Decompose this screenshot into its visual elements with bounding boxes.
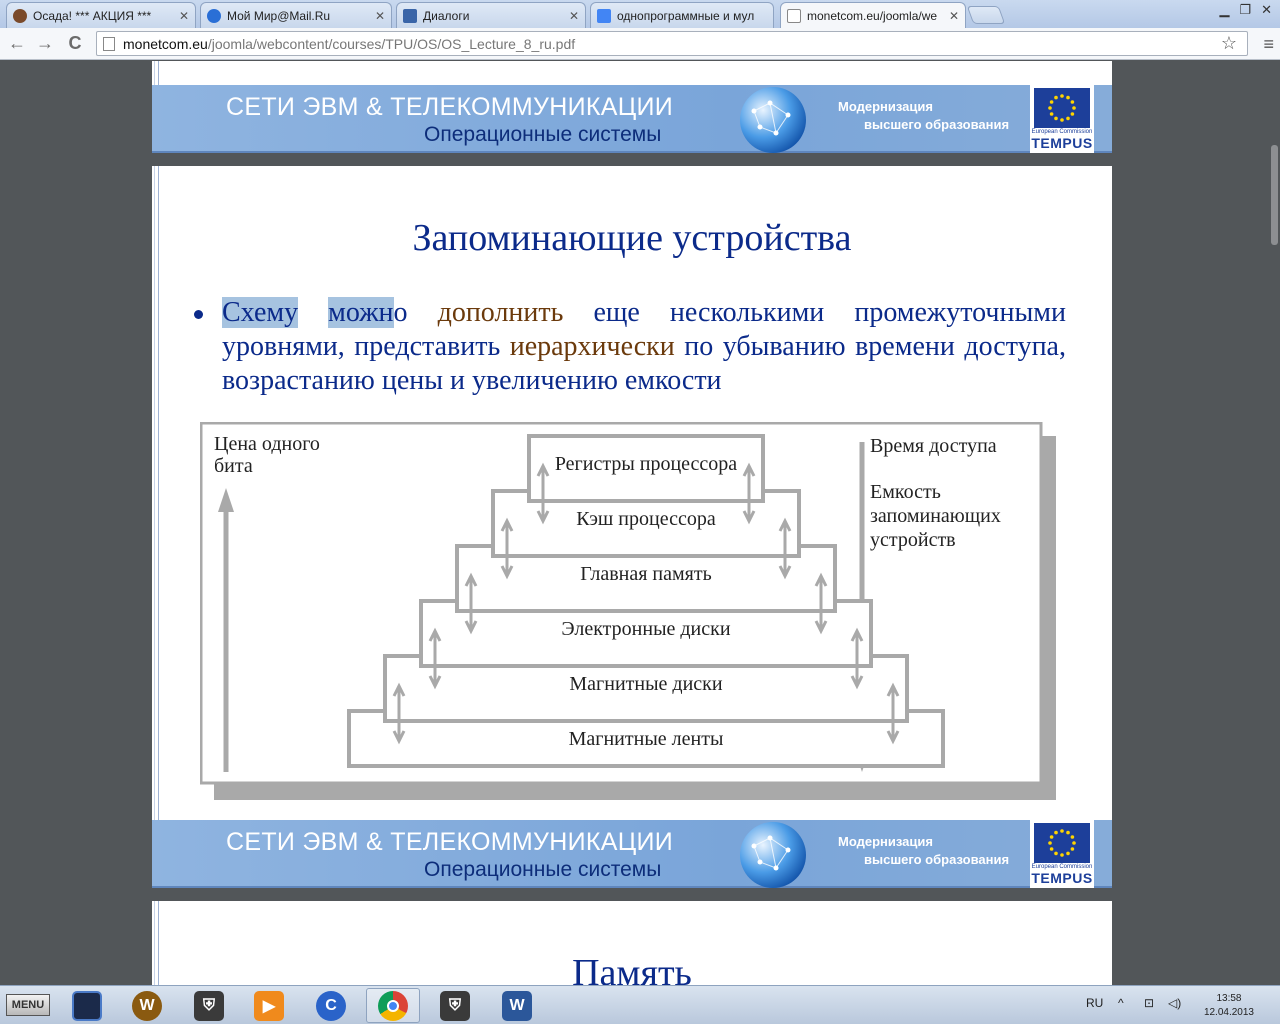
access-time-label: Время доступа <box>870 435 997 457</box>
european-commission-label: European Commission <box>1031 864 1093 870</box>
restore-icon[interactable]: ❐ <box>1239 2 1252 17</box>
slide-bullet <box>194 296 1066 398</box>
tempus-logo <box>1030 85 1094 153</box>
monitor-icon <box>72 991 102 1021</box>
pdf-page-prev <box>152 61 1112 153</box>
taskbar-app-chrome[interactable] <box>366 988 420 1023</box>
price-label-line1: Цена одного <box>214 433 320 455</box>
tab-google-search[interactable] <box>590 2 774 28</box>
tempus-logo <box>1030 820 1094 888</box>
tab-monetcom[interactable] <box>780 2 966 29</box>
hierarchy-level-label: Регистры процессора <box>554 453 738 475</box>
browser-toolbar <box>0 28 1280 60</box>
start-menu-button[interactable]: MENU <box>6 994 50 1016</box>
address-bar[interactable] <box>96 31 1248 56</box>
banner-modern-line1: Модернизация <box>838 99 933 114</box>
emphasis-word: дополнить <box>437 297 564 328</box>
bookmark-star-icon[interactable]: ☆ <box>1220 33 1237 53</box>
tab-label: Осада! *** АКЦИЯ *** <box>33 8 152 23</box>
tempus-label: TEMPUS <box>1031 135 1093 151</box>
capacity-label-line2: запоминающих <box>870 505 1001 527</box>
media-player-icon: ▶ <box>254 991 284 1021</box>
close-tab-icon[interactable]: ✕ <box>374 8 385 23</box>
banner-modern-line2: высшего образования <box>864 852 1010 867</box>
taskbar <box>0 985 1280 1024</box>
emphasis-word: иерархически <box>509 331 675 362</box>
close-tab-icon[interactable]: ✕ <box>178 8 189 23</box>
tray-expand-icon[interactable]: ^ <box>1118 996 1124 1010</box>
banner-subtitle: Операционные системы <box>424 858 662 881</box>
highlighted-word: Схему <box>222 297 299 328</box>
close-tab-icon[interactable]: ✕ <box>568 8 579 23</box>
taskbar-app-desktop[interactable] <box>60 988 114 1023</box>
system-clock[interactable] <box>1204 992 1254 1020</box>
bullet-text: по убыванию времени доступа, возрастанию цены и увеличению емкости <box>222 331 1066 396</box>
price-label-line2: бита <box>214 455 253 477</box>
scrollbar-thumb[interactable] <box>1271 145 1278 245</box>
new-tab-button[interactable] <box>967 6 1006 24</box>
hierarchy-level-label: Электронные диски <box>561 618 731 640</box>
wow-icon: W <box>132 991 162 1021</box>
vertical-scrollbar[interactable] <box>1268 61 1280 985</box>
taskbar-app-tanks-2[interactable] <box>428 988 482 1023</box>
globe-logo-icon <box>740 87 806 153</box>
taskbar-app-tanks[interactable] <box>182 988 236 1023</box>
ccleaner-icon: C <box>316 991 346 1021</box>
tab-label: monetcom.eu/joomla/we <box>807 9 938 23</box>
taskbar-app-ccleaner[interactable] <box>304 988 358 1023</box>
slide-title: Запоминающие устройства <box>412 217 852 259</box>
pdf-page-current <box>152 166 1112 888</box>
banner-title: СЕТИ ЭВМ & ТЕЛЕКОММУНИКАЦИИ <box>226 828 674 856</box>
back-button[interactable]: ← <box>8 33 26 53</box>
pdf-page-next <box>152 901 1112 985</box>
tank-icon: ⛨ <box>440 991 470 1021</box>
tank-icon: ⛨ <box>194 991 224 1021</box>
page-stripe <box>152 166 162 888</box>
banner-title: СЕТИ ЭВМ & ТЕЛЕКОММУНИКАЦИИ <box>226 93 674 121</box>
highlighted-word: можн <box>328 297 394 328</box>
dialogs-favicon-icon <box>403 9 417 23</box>
memory-hierarchy-diagram <box>200 422 1062 804</box>
pdf-viewer[interactable] <box>0 61 1280 985</box>
european-commission-label: European Commission <box>1031 129 1093 135</box>
capacity-label-line1: Емкость <box>870 481 941 503</box>
tab-mail-ru[interactable] <box>200 2 392 28</box>
chrome-menu-icon[interactable]: ≡ <box>1263 34 1274 54</box>
page-icon <box>103 37 115 51</box>
mail-ru-favicon-icon <box>207 9 221 23</box>
network-icon[interactable]: ⊡ <box>1144 996 1155 1010</box>
slide-banner <box>152 85 1112 153</box>
osada-favicon-icon <box>13 9 27 23</box>
tab-label: Диалоги <box>423 8 470 23</box>
taskbar-app-wow[interactable] <box>120 988 174 1023</box>
tab-label: Мой Мир@Mail.Ru <box>227 8 331 23</box>
url-path: /joomla/webcontent/courses/TPU/OS/OS_Lecture_8_ru.pdf <box>207 35 576 52</box>
bullet-text: еще несколькими промежуточными уровнями, представить <box>222 297 1066 362</box>
hierarchy-level-label: Магнитные диски <box>569 673 723 695</box>
tab-strip <box>0 0 1280 28</box>
volume-icon[interactable]: ◁) <box>1168 996 1182 1010</box>
url-domain: monetcom.eu <box>123 35 208 52</box>
clock-time: 13:58 <box>1216 993 1242 1004</box>
word-icon: W <box>502 991 532 1021</box>
forward-button[interactable]: → <box>36 33 54 53</box>
tab-osada[interactable] <box>6 2 196 28</box>
banner-subtitle: Операционные системы <box>424 123 662 146</box>
eu-flag-icon <box>1034 88 1090 128</box>
minimize-icon[interactable]: ▁ <box>1219 2 1230 17</box>
banner-modern-line1: Модернизация <box>838 834 933 849</box>
bullet-text: о <box>393 297 438 328</box>
globe-logo-icon <box>740 822 806 888</box>
taskbar-app-player[interactable] <box>242 988 296 1023</box>
banner-modern-line2: высшего образования <box>864 117 1010 132</box>
capacity-label-line3: устройств <box>870 529 956 551</box>
language-indicator[interactable]: RU <box>1086 996 1104 1010</box>
tab-dialogi[interactable] <box>396 2 586 28</box>
hierarchy-level-label: Магнитные ленты <box>568 728 724 750</box>
bullet-dot <box>194 310 203 319</box>
slide-banner <box>152 820 1112 888</box>
reload-button[interactable]: C <box>68 33 82 53</box>
close-window-icon[interactable]: ✕ <box>1261 2 1272 17</box>
close-tab-icon[interactable]: ✕ <box>948 9 959 23</box>
taskbar-app-word[interactable] <box>490 988 544 1023</box>
hierarchy-level-label: Главная память <box>580 563 712 585</box>
window-controls <box>1219 2 1272 18</box>
chrome-icon <box>378 991 408 1021</box>
page-favicon-icon <box>787 9 801 23</box>
hierarchy-level-label: Кэш процессора <box>576 508 716 530</box>
tempus-label: TEMPUS <box>1031 870 1093 886</box>
next-slide-title: Память <box>572 952 692 985</box>
eu-flag-icon <box>1034 823 1090 863</box>
clock-date: 12.04.2013 <box>1203 1007 1254 1018</box>
google-favicon-icon <box>597 9 611 23</box>
tab-label: однопрограммные и мул <box>617 8 755 23</box>
